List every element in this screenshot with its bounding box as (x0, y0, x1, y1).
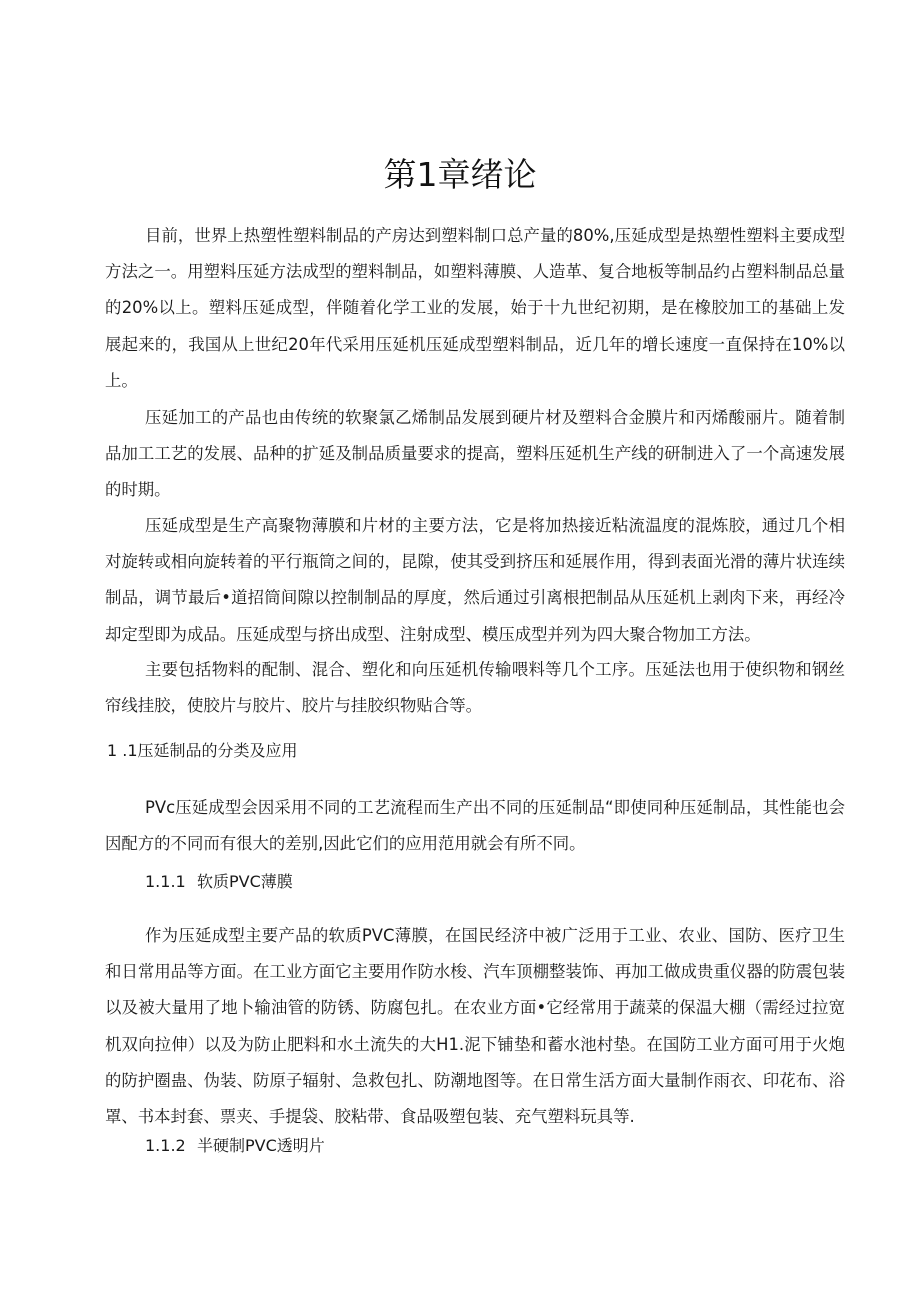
section-number: 1.1.2 (145, 1136, 186, 1155)
section-heading-1-1-1 (145, 870, 293, 894)
section-title: 软质PVC薄膜 (197, 872, 293, 891)
chapter-title: 第1章绪论 (383, 155, 537, 194)
paragraph-classification: PVc压延成型会因采用不同的工艺流程而生产出不同的压延制品“即使同种压延制品，其性能也会因配方的不同而有很大的差别,因此它们的应用范用就会有所不同。 (105, 798, 845, 854)
section-heading-1-1: 1 .1压延制品的分类及应用 (107, 741, 298, 760)
paragraph-process: 主要包括物料的配制、混合、塑化和向压延机传输喂料等几个工序。压延法也用于使织物和钢丝帘线挂胶，使胶片与胶片、胶片与挂胶织物贴合等。 (105, 660, 845, 716)
paragraph-method: 压延成型是生产高聚物薄膜和片材的主要方法，它是将加热接近粘流温度的混炼胶，通过几个相对旋转或相向旋转着的平行瓶筒之间的，昆隙，使其受到挤压和延展作用，得到表面光滑的薄片状连续制品，调节最后•道招筒间隙以控制制品的厚度，然后通过引离根把制品从压延机上剥肉下来，再经冷却定型即为成品。压延成型与挤出成型、注射成型、模压成型并列为四大聚合物加工方法。 (105, 516, 845, 644)
section-number: 1.1.1 (145, 872, 186, 891)
section-heading-1-1-2 (145, 1134, 325, 1158)
paragraph-soft-pvc: 作为压延成型主要产品的软质PVC薄膜，在国民经济中被广泛用于工业、农业、国防、医疗卫生和日常用品等方面。在工业方面它主要用作防水梭、汽车顶棚整装饰、再加工做成贵重仪器的防震包装以及被大量用了地卜输油管的防锈、防腐包扎。在农业方面•它经常用于蔬菜的保温大棚（需经过拉宽机双向拉伸）以及为防止肥料和水土流失的大H1.泥下铺垫和蓄水池村垫。在国防工业方面可用于火炮的防护圈蛊、伪装、防原子辐射、急救包扎、防潮地图等。在日常生活方面大量制作雨衣、印花布、浴罩、书本封套、票夹、手提袋、胶粘带、食品吸塑包装、充气塑料玩具等. (105, 926, 845, 1127)
paragraph-products: 压延加工的产品也由传统的软聚氯乙烯制品发展到硬片材及塑料合金膜片和丙烯酸丽片。随着制品加工工艺的发展、品种的扩延及制品质量要求的提高，塑料压延机生产线的研制进入了一个高速发展的时期。 (105, 408, 845, 500)
paragraph-intro: 目前，世界上热塑性塑料制品的产房达到塑料制口总产量的80%,压延成型是热塑性塑料主要成型方法之一。用塑料压延方法成型的塑料制品，如塑料薄膜、人造革、复合地板等制品约占塑料制品总量的20%以上。塑料压延成型，伴随着化学工业的发展，始于十九世纪初期，是在橡胶加工的基础上发展起来的，我国从上世纪20年代采用压延机压延成型塑料制品，近几年的增长速度一直保持在10%以上。 (105, 226, 845, 390)
section-title: 半硬制PVC透明片 (197, 1136, 325, 1155)
